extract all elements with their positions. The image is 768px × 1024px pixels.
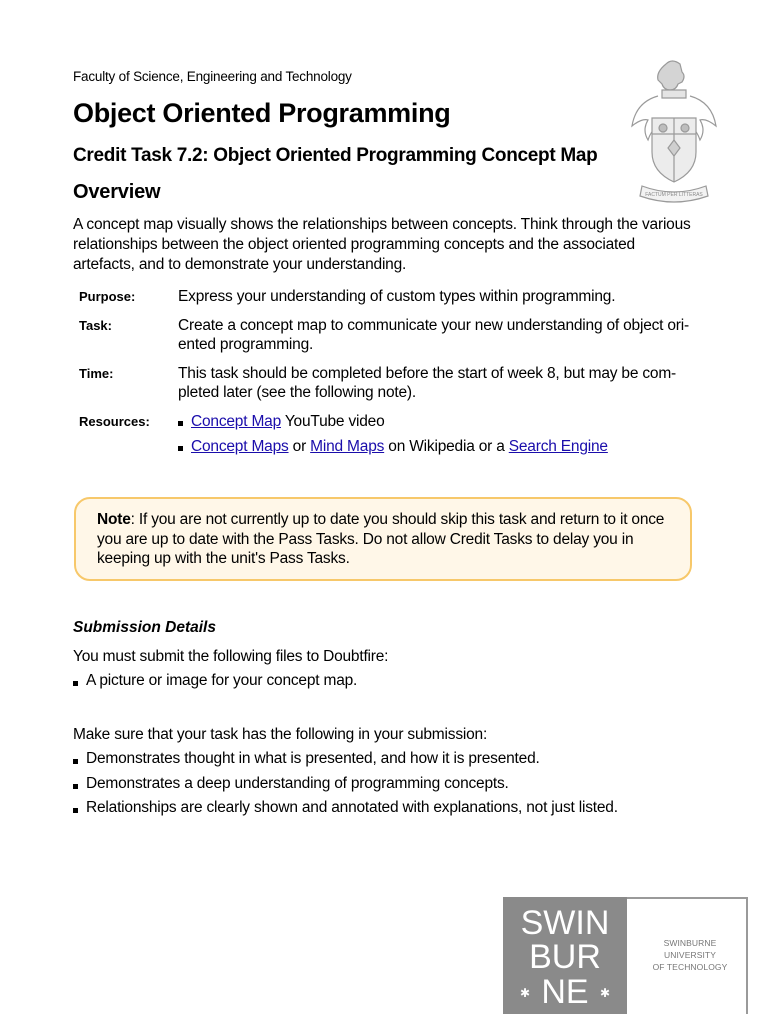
logo-caption: SWINBURNE UNIVERSITY OF TECHNOLOGY — [652, 938, 728, 972]
list-item: Relationships are clearly shown and annotated with explanations, not just listed. — [73, 799, 618, 824]
submission-intro: You must submit the following files to Doubtfire: — [73, 648, 389, 665]
purpose-label: Purpose: — [79, 289, 136, 304]
time-value: This task should be completed before the start of week 8, but may be com- pleted later (see the following note). — [178, 364, 677, 401]
swinburne-logo — [503, 897, 627, 1014]
bullet-icon — [178, 421, 183, 426]
list-item: Concept Maps or Mind Maps on Wikipedia or a Search Engine — [178, 437, 703, 457]
bullet-icon — [73, 681, 78, 686]
logo-line-1: SWIN — [520, 904, 610, 942]
bullet-icon — [73, 759, 78, 764]
submission-criteria-list — [73, 750, 618, 824]
list-item: Demonstrates thought in what is presented, and how it is presented. — [73, 750, 618, 775]
bullet-icon — [73, 784, 78, 789]
logo-star-icon: ✱ — [519, 986, 531, 1000]
bullet-icon — [73, 808, 78, 813]
concept-maps-wiki-link[interactable]: Concept Maps — [191, 438, 289, 455]
time-label: Time: — [79, 365, 114, 381]
overview-heading: Overview — [73, 181, 161, 203]
purpose-value: Express your understanding of custom types within programming. — [178, 288, 616, 305]
note-label: Note — [97, 511, 131, 528]
university-crest-icon — [628, 56, 720, 216]
logo-line-3: NE — [541, 973, 589, 1011]
task-row — [73, 316, 703, 355]
submission-criteria-intro: Make sure that your task has the following in your submission: — [73, 726, 488, 743]
task-label: Task: — [79, 317, 112, 333]
resources-row — [73, 412, 703, 463]
resources-list — [178, 412, 703, 457]
list-item: Concept Map YouTube video — [178, 412, 703, 432]
note-box — [74, 497, 692, 581]
note-text: : If you are not currently up to date you should skip this task and return to it once you are up to date with the Pass Tasks. Do not allow Credit Tasks to delay you in keeping up with the unit's Pass Tasks. — [97, 511, 665, 567]
bullet-icon — [178, 446, 183, 451]
faculty-name: Faculty of Science, Engineering and Technology — [73, 69, 352, 84]
time-row — [73, 364, 703, 403]
task-details-table — [73, 287, 703, 472]
purpose-row — [73, 287, 703, 307]
concept-map-video-link[interactable]: Concept Map — [191, 412, 281, 430]
task-subtitle: Credit Task 7.2: Object Oriented Programming Concept Map — [73, 145, 598, 166]
overview-text: A concept map visually shows the relationships between concepts. Think through the various relationships between the object oriented programming concepts and the associated artefacts, and to demonstrate your understanding. — [73, 216, 691, 273]
logo-star-icon: ✱ — [599, 986, 611, 1000]
resources-label: Resources: — [79, 413, 150, 429]
mind-maps-wiki-link[interactable]: Mind Maps — [310, 438, 385, 455]
crest-motto: FACTUM PER LITTERAS — [645, 192, 703, 198]
list-item: A picture or image for your concept map. — [73, 672, 357, 697]
logo-line-2: BUR — [529, 938, 601, 976]
submission-files-list — [73, 672, 357, 697]
search-engine-link[interactable]: Search Engine — [508, 438, 608, 455]
list-item: Demonstrates a deep understanding of programming concepts. — [73, 775, 618, 800]
page-title: Object Oriented Programming — [73, 98, 451, 128]
task-value: Create a concept map to communicate your new understanding of object ori- ented programming. — [178, 316, 689, 353]
submission-heading: Submission Details — [73, 619, 216, 636]
